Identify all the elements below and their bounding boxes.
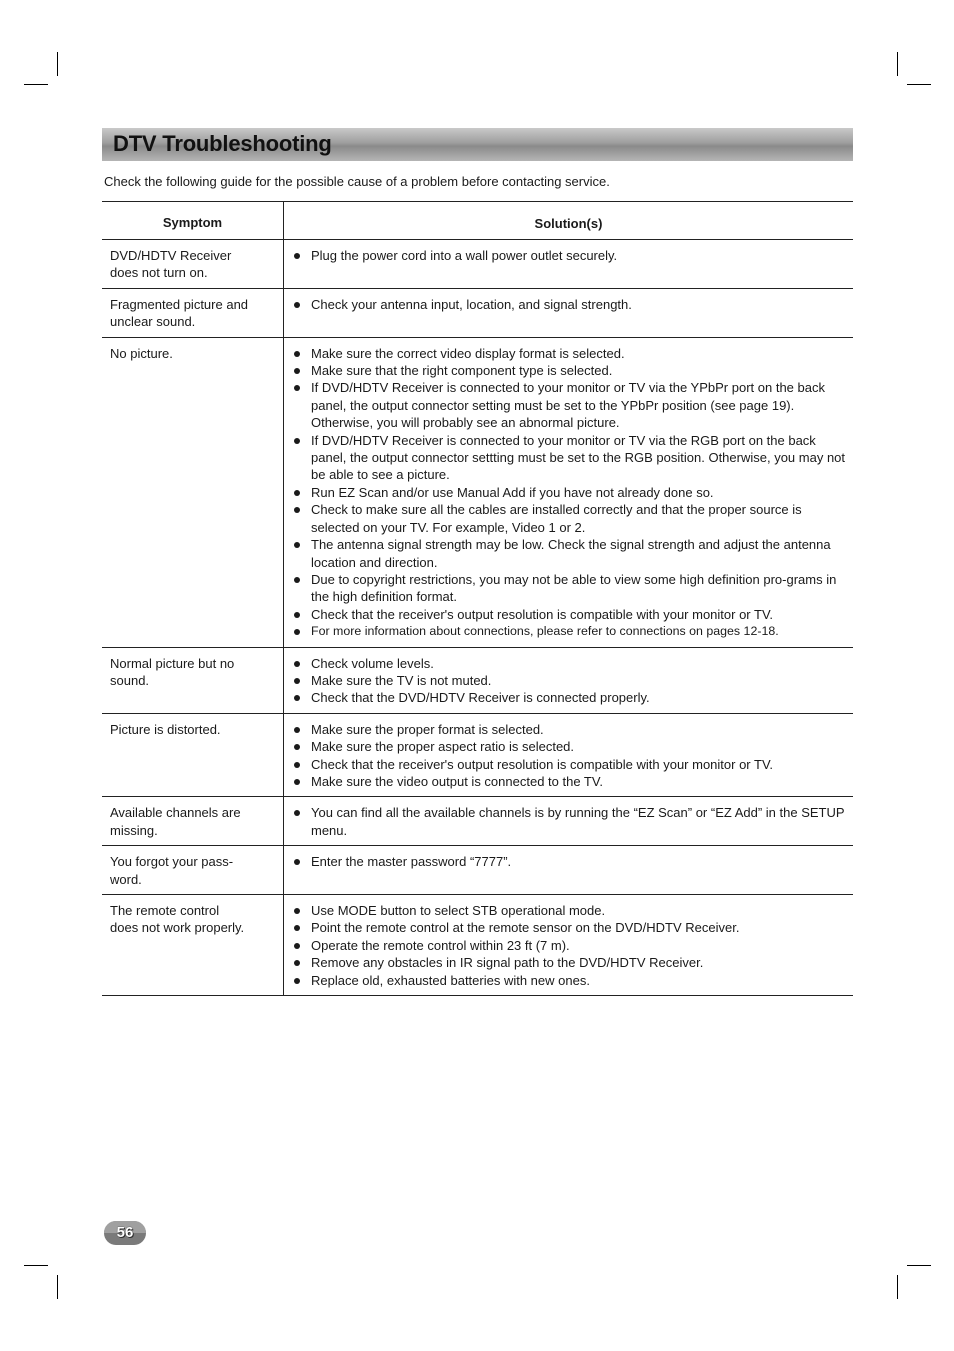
solution-item	[292, 623, 845, 640]
section-title-bar	[102, 128, 853, 161]
page-number: 56	[116, 1224, 134, 1241]
solution-item	[292, 972, 845, 989]
bullet-icon	[294, 612, 300, 618]
solution-text: Remove any obstacles in IR signal path to the DVD/HDTV Receiver.	[311, 955, 704, 971]
solution-text: You can find all the available channels is by running the “EZ Scan” or “EZ Add” in the SETUP menu.	[311, 805, 845, 838]
symptom-header: Symptom	[102, 202, 284, 240]
solution-item	[292, 296, 845, 313]
solution-item	[292, 606, 845, 623]
bullet-icon	[294, 368, 300, 374]
solution-item	[292, 484, 845, 501]
solution-text: Check your antenna input, location, and signal strength.	[311, 296, 632, 312]
solution-cell	[284, 713, 854, 797]
bullet-icon	[294, 943, 300, 949]
symptom-text: sound.	[110, 672, 150, 688]
solution-text: For more information about connections, please refer to connections on pages 12-18.	[311, 624, 779, 639]
symptom-cell	[102, 337, 284, 647]
symptom-text: does not turn on.	[110, 265, 208, 281]
solution-cell	[284, 288, 854, 337]
symptom-cell	[102, 240, 284, 289]
bullet-icon	[294, 302, 300, 308]
bullet-icon	[294, 542, 300, 548]
bullet-icon	[294, 859, 300, 865]
solution-cell	[284, 647, 854, 713]
solution-cell	[284, 797, 854, 846]
solution-text: Make sure the TV is not muted.	[311, 672, 492, 688]
bullet-icon	[294, 960, 300, 966]
bullet-icon	[294, 438, 300, 444]
solution-item	[292, 345, 845, 362]
symptom-text: missing.	[110, 822, 158, 838]
table-header-row	[102, 202, 853, 240]
solution-text: Check that the receiver's output resolution is compatible with your monitor or TV.	[311, 756, 774, 772]
solution-item	[292, 804, 845, 839]
table-row	[102, 288, 853, 337]
crop-mark	[897, 52, 898, 76]
solution-text: Run EZ Scan and/or use Manual Add if you have not already done so.	[311, 484, 714, 500]
table-row	[102, 895, 853, 996]
table-row	[102, 713, 853, 797]
crop-mark	[24, 84, 48, 85]
bullet-icon	[294, 727, 300, 733]
crop-mark	[907, 1265, 931, 1266]
bullet-icon	[294, 351, 300, 357]
bullet-icon	[294, 385, 300, 391]
table-row	[102, 647, 853, 713]
bullet-icon	[294, 908, 300, 914]
solution-item	[292, 432, 845, 484]
symptom-cell	[102, 846, 284, 895]
symptom-text: word.	[110, 871, 142, 887]
solution-text: Check that the DVD/HDTV Receiver is connected properly.	[311, 690, 650, 706]
solution-item	[292, 954, 845, 971]
solution-cell	[284, 240, 854, 289]
solution-cell	[284, 895, 854, 996]
solution-header: Solution(s)	[284, 202, 854, 240]
solution-item	[292, 902, 845, 919]
solution-list	[292, 345, 845, 641]
symptom-text: Available channels are	[110, 805, 241, 821]
symptom-text: You forgot your pass-	[110, 854, 234, 870]
table-body	[102, 240, 853, 996]
bullet-icon	[294, 678, 300, 684]
solution-list	[292, 721, 845, 791]
bullet-icon	[294, 629, 300, 635]
page-number-badge	[104, 1221, 146, 1245]
symptom-text: The remote control	[110, 903, 220, 918]
solution-text: The antenna signal strength may be low. Check the signal strength and adjust the antenna location and direction.	[311, 537, 831, 570]
solution-list	[292, 853, 845, 870]
solution-item	[292, 689, 845, 706]
symptom-text: does not work properly.	[110, 920, 245, 936]
bullet-icon	[294, 507, 300, 513]
symptom-text: Normal picture but no	[110, 655, 235, 671]
solution-item	[292, 655, 845, 672]
crop-mark	[24, 1265, 48, 1266]
solution-text: If DVD/HDTV Receiver is connected to your monitor or TV via the YPbPr port on the back panel, the output connector setting must be set to the YPbPr position (see page 19). Otherwise, you will probably see an abnormal picture.	[311, 380, 825, 431]
bullet-icon	[294, 253, 300, 259]
solution-item	[292, 672, 845, 689]
solution-text: Make sure that the right component type is selected.	[311, 363, 613, 379]
symptom-text: unclear sound.	[110, 314, 196, 330]
solution-item	[292, 379, 845, 431]
solution-item	[292, 738, 845, 755]
bullet-icon	[294, 810, 300, 816]
solution-item	[292, 721, 845, 738]
bullet-icon	[294, 925, 300, 931]
solution-text: Use MODE button to select STB operational mode.	[311, 903, 606, 918]
solution-text: Make sure the correct video display format is selected.	[311, 345, 625, 361]
solution-item	[292, 247, 845, 264]
solution-text: Check that the receiver's output resolution is compatible with your monitor or TV.	[311, 606, 774, 622]
bullet-icon	[294, 577, 300, 583]
solution-text: Check volume levels.	[311, 655, 434, 671]
solution-item	[292, 756, 845, 773]
bullet-icon	[294, 490, 300, 496]
solution-text: Enter the master password “7777”.	[311, 854, 512, 870]
solution-text: Make sure the video output is connected to the TV.	[311, 773, 603, 789]
table-row	[102, 240, 853, 289]
solution-list	[292, 902, 845, 989]
solution-text: If DVD/HDTV Receiver is connected to your monitor or TV via the RGB port on the back panel, the output connector settting must be set to the RGB position. Otherwise, you may not be able to see a picture.	[311, 432, 846, 483]
symptom-text: Fragmented picture and	[110, 296, 249, 312]
solution-cell	[284, 337, 854, 647]
symptom-cell	[102, 647, 284, 713]
symptom-cell	[102, 713, 284, 797]
bullet-icon	[294, 695, 300, 701]
troubleshooting-table	[102, 201, 853, 996]
crop-mark	[57, 1275, 58, 1299]
symptom-cell	[102, 895, 284, 996]
symptom-text: Picture is distorted.	[110, 721, 221, 737]
solution-cell	[284, 846, 854, 895]
solution-text: Make sure the proper aspect ratio is selected.	[311, 739, 575, 755]
table-row	[102, 846, 853, 895]
solution-text: Due to copyright restrictions, you may not be able to view some high definition pro-grams in the high definition format.	[311, 571, 837, 605]
table-row	[102, 797, 853, 846]
crop-mark	[57, 52, 58, 76]
solution-text: Check to make sure all the cables are installed correctly and that the proper source is selected on your TV. For example, Video 1 or 2.	[311, 502, 802, 535]
symptom-text: No picture.	[110, 345, 173, 361]
solution-item	[292, 937, 845, 954]
solution-item	[292, 919, 845, 936]
solution-item	[292, 571, 845, 606]
bullet-icon	[294, 978, 300, 984]
solution-item	[292, 536, 845, 571]
bullet-icon	[294, 744, 300, 750]
solution-item	[292, 773, 845, 790]
table-row	[102, 337, 853, 647]
solution-text: Replace old, exhausted batteries with new ones.	[311, 972, 590, 988]
crop-mark	[897, 1275, 898, 1299]
symptom-cell	[102, 288, 284, 337]
solution-item	[292, 362, 845, 379]
symptom-cell	[102, 797, 284, 846]
solution-text: Plug the power cord into a wall power outlet securely.	[311, 248, 618, 263]
solution-list	[292, 804, 845, 839]
solution-item	[292, 501, 845, 536]
solution-list	[292, 247, 845, 264]
symptom-text: DVD/HDTV Receiver	[110, 248, 232, 263]
page-title: DTV Troubleshooting	[113, 131, 332, 156]
bullet-icon	[294, 762, 300, 768]
solution-text: Point the remote control at the remote sensor on the DVD/HDTV Receiver.	[311, 920, 740, 936]
intro-text: Check the following guide for the possible cause of a problem before contacting service.	[104, 174, 610, 189]
solution-text: Operate the remote control within 23 ft (7 m).	[311, 937, 570, 953]
bullet-icon	[294, 779, 300, 785]
solution-text: Make sure the proper format is selected.	[311, 721, 544, 737]
bullet-icon	[294, 661, 300, 667]
solution-item	[292, 853, 845, 870]
solution-list	[292, 296, 845, 313]
crop-mark	[907, 84, 931, 85]
solution-list	[292, 655, 845, 707]
